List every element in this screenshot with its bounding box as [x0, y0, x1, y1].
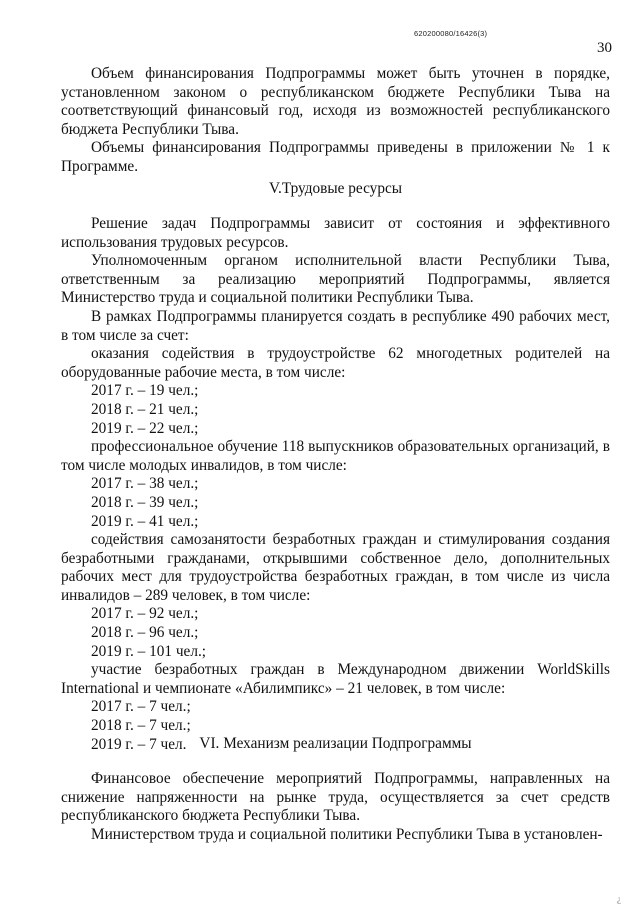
list-item: 2017 г. – 38 чел.;	[91, 475, 199, 493]
list-item: 2017 г. – 19 чел.;	[91, 382, 199, 400]
labor-resources-section	[61, 215, 610, 754]
list-item: 2019 г. – 22 чел.;	[91, 419, 199, 437]
paragraph: содействия самозанятости безработных граждан и стимулирования создания безработными гражданами, открывшими собственное дело, дополнительных рабочих мест для трудоустройства безработных граждан, в том числе из числа инвалидов – 289 человек, в том числе:	[61, 531, 610, 604]
section-heading-v: V.Трудовые ресурсы	[268, 180, 403, 197]
paragraph: участие безработных граждан в Международном движении WorldSkills International и чемпионате «Абилимпикс» – 21 человек, в том числе:	[61, 661, 610, 697]
paragraph: Уполномоченным органом исполнительной власти Республики Тыва, ответственным за реализацию мероприятий Подпрограммы, является Министерство труда и социальной политики Республики Тыва.	[61, 252, 610, 307]
paragraph: оказания содействия в трудоустройстве 62 многодетных родителей на оборудованные рабочие места, в том числе:	[61, 345, 610, 381]
list-item: 2017 г. – 92 чел.;	[91, 605, 199, 623]
list-item: 2018 г. – 96 чел.;	[91, 624, 199, 642]
list-item: 2018 г. – 21 чел.;	[91, 400, 199, 418]
paragraph: Финансовое обеспечение мероприятий Подпрограммы, направленных на снижение напряженности на рынке труда, осуществляется за счет средств республиканского бюджета Республики Тыва.	[61, 770, 610, 825]
paragraph: Министерством труда и социальной политики Республики Тыва в установлен-	[91, 825, 603, 843]
document-code: 620200080/16426(3)	[414, 29, 488, 38]
mechanism-section	[61, 770, 610, 844]
paragraph: профессиональное обучение 118 выпускников образовательных организаций, в том числе молодых инвалидов, в том числе:	[61, 438, 610, 474]
list-item: 2019 г. – 41 чел.;	[91, 512, 199, 530]
list-item: 2017 г. – 7 чел.;	[91, 698, 191, 716]
paragraph: Объемы финансирования Подпрограммы приведены в приложении № 1 к Программе.	[61, 139, 610, 175]
edge-mark: ¿	[617, 894, 621, 904]
paragraph: Объем финансирования Подпрограммы может быть уточнен в порядке, установленном законом о республиканском бюджете Республики Тыва на соответствующий финансовый год, исходя из возможностей республиканского бюджета Республики Тыва.	[61, 65, 610, 138]
list-item: 2018 г. – 39 чел.;	[91, 493, 199, 511]
list-item: 2019 г. – 7 чел.	[91, 735, 187, 753]
section-heading-vi: VI. Механизм реализации Подпрограммы	[199, 735, 472, 752]
list-item: 2018 г. – 7 чел.;	[91, 717, 191, 735]
paragraph: В рамках Подпрограммы планируется создать в республике 490 рабочих мест, в том числе за счет:	[61, 307, 610, 344]
paragraph: Решение задач Подпрограммы зависит от состояния и эффективного использования трудовых ресурсов.	[61, 215, 610, 251]
list-item: 2019 г. – 101 чел.;	[91, 642, 207, 660]
page-number: 30	[597, 40, 612, 56]
financing-section	[61, 65, 610, 177]
